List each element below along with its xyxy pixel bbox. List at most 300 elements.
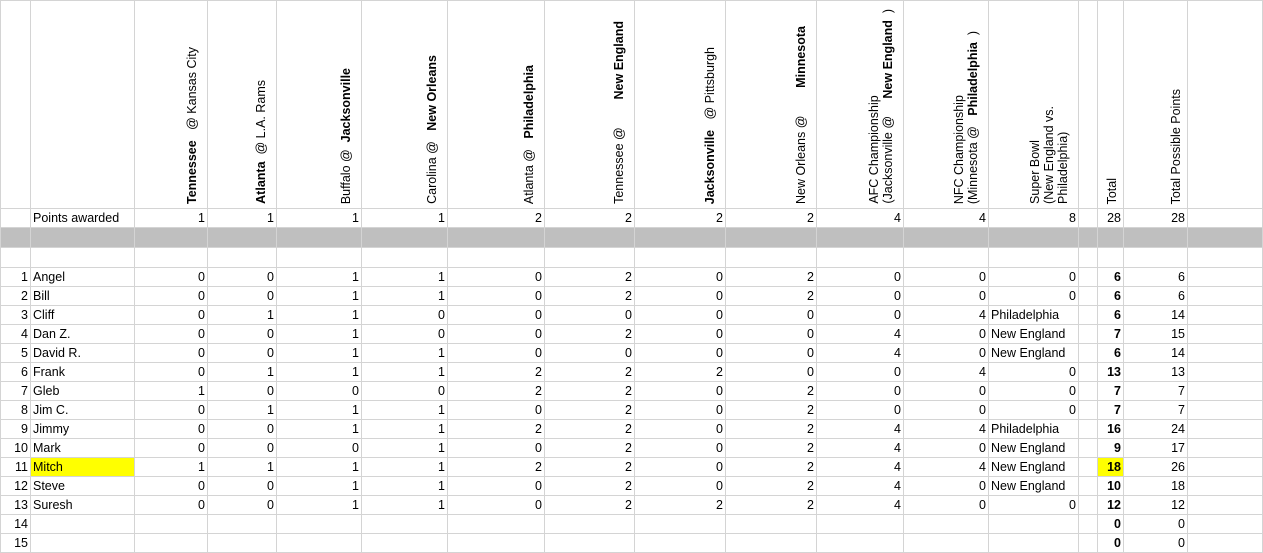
blank-cell[interactable] [362,248,448,268]
row-number[interactable]: 5 [1,344,31,363]
player-name[interactable]: Frank [31,363,135,382]
row-number[interactable]: 2 [1,287,31,306]
pick-value[interactable]: 2 [726,382,817,401]
pick-value[interactable]: 1 [362,287,448,306]
player-possible[interactable]: 0 [1124,534,1188,553]
player-total[interactable]: 0 [1098,515,1124,534]
player-total[interactable]: 0 [1098,534,1124,553]
points-value[interactable]: 8 [989,209,1079,228]
game-header-5[interactable] [448,1,545,209]
pick-value[interactable]: 0 [904,401,989,420]
pick-value[interactable]: 2 [545,477,635,496]
pick-value[interactable]: 1 [277,420,362,439]
empty-cell[interactable] [1188,287,1263,306]
pick-value[interactable]: 2 [726,477,817,496]
pick-value[interactable]: 0 [208,268,277,287]
pick-value[interactable]: 4 [904,420,989,439]
player-total[interactable]: 12 [1098,496,1124,515]
pick-value[interactable]: 1 [362,268,448,287]
pick-value[interactable]: 0 [135,439,208,458]
player-name[interactable]: Gleb [31,382,135,401]
pick-value[interactable]: 0 [135,496,208,515]
pick-value[interactable]: 1 [277,458,362,477]
pick-value[interactable]: 0 [904,325,989,344]
pick-value[interactable]: 2 [726,268,817,287]
pick-value[interactable]: 1 [277,287,362,306]
pick-value[interactable]: 0 [726,344,817,363]
blank-cell[interactable] [817,248,904,268]
pick-value[interactable]: 0 [726,306,817,325]
points-value[interactable]: 2 [726,209,817,228]
pick-value[interactable]: 2 [635,496,726,515]
pick-value[interactable]: 1 [362,458,448,477]
pick-value[interactable]: 0 [635,268,726,287]
spacer-cell[interactable] [1079,344,1098,363]
pick-value[interactable]: 2 [545,382,635,401]
player-possible[interactable]: 7 [1124,382,1188,401]
player-name[interactable]: Angel [31,268,135,287]
pick-value[interactable]: 0 [208,496,277,515]
pick-value[interactable]: 1 [362,496,448,515]
pick-value[interactable]: 2 [726,439,817,458]
points-value[interactable]: 4 [904,209,989,228]
game-header-label: Buffalo @ Jacksonville [339,67,353,204]
pick-value[interactable]: 0 [208,420,277,439]
pick-value[interactable] [726,515,817,534]
blank-cell[interactable] [31,248,135,268]
player-name[interactable]: Bill [31,287,135,306]
pick-value[interactable]: 2 [545,439,635,458]
player-possible[interactable]: 15 [1124,325,1188,344]
empty-cell[interactable] [1188,458,1263,477]
blank-cell[interactable] [904,248,989,268]
player-possible[interactable]: 6 [1124,268,1188,287]
pick-value[interactable]: New England [989,439,1079,458]
pick-value[interactable]: 0 [208,287,277,306]
pick-value[interactable]: 0 [362,325,448,344]
pick-value[interactable]: 1 [135,382,208,401]
pick-value[interactable]: 1 [277,401,362,420]
separator-cell [135,228,208,248]
pick-value[interactable]: 0 [989,287,1079,306]
player-possible[interactable]: 0 [1124,515,1188,534]
pick-value[interactable] [448,515,545,534]
row-number[interactable]: 3 [1,306,31,325]
pick-value[interactable]: 0 [135,344,208,363]
spacer-cell[interactable] [1079,209,1098,228]
pick-value[interactable]: 0 [135,401,208,420]
pick-value[interactable]: 0 [635,458,726,477]
points-value[interactable]: 2 [448,209,545,228]
pick-value[interactable]: 2 [635,363,726,382]
game-header-3[interactable] [277,1,362,209]
player-name[interactable] [31,515,135,534]
pick-value[interactable]: 2 [545,458,635,477]
pick-value[interactable]: 0 [817,268,904,287]
pick-value[interactable]: 1 [277,344,362,363]
pick-value[interactable]: 2 [726,420,817,439]
pick-value[interactable]: 0 [635,344,726,363]
blank-cell[interactable] [135,248,208,268]
pick-value[interactable] [362,515,448,534]
empty-cell[interactable] [1188,363,1263,382]
pick-value[interactable]: 0 [989,401,1079,420]
pick-value[interactable]: 0 [448,268,545,287]
player-possible[interactable]: 13 [1124,363,1188,382]
player-name[interactable]: Jim C. [31,401,135,420]
separator-cell [277,228,362,248]
row-number[interactable]: 13 [1,496,31,515]
blank-cell[interactable] [635,248,726,268]
row-number[interactable] [1,209,31,228]
pick-value[interactable]: 0 [904,439,989,458]
spacer-cell[interactable] [1079,325,1098,344]
pick-value[interactable]: 1 [362,477,448,496]
pick-value[interactable]: 0 [635,439,726,458]
player-possible[interactable]: 17 [1124,439,1188,458]
pick-value[interactable]: 0 [635,382,726,401]
pick-value[interactable]: 0 [989,496,1079,515]
pick-value[interactable]: 1 [277,306,362,325]
pick-value[interactable]: 2 [726,458,817,477]
pick-value[interactable]: 0 [277,439,362,458]
player-possible[interactable]: 6 [1124,287,1188,306]
points-value[interactable]: 1 [362,209,448,228]
pick-value[interactable]: 4 [904,363,989,382]
pick-value[interactable]: 0 [135,363,208,382]
player-name[interactable]: David R. [31,344,135,363]
points-total[interactable]: 28 [1098,209,1124,228]
pick-value[interactable]: 0 [726,325,817,344]
total-header-label: Total [1105,177,1119,204]
pick-value[interactable]: 0 [135,287,208,306]
pick-value[interactable]: 4 [817,344,904,363]
game-header-6[interactable] [545,1,635,209]
pick-value[interactable]: 0 [135,306,208,325]
pick-value[interactable]: New England [989,477,1079,496]
game-header-7[interactable] [635,1,726,209]
pick-value[interactable]: 1 [277,268,362,287]
player-possible[interactable]: 14 [1124,306,1188,325]
pick-value[interactable]: 0 [545,344,635,363]
spacer-cell[interactable] [1079,515,1098,534]
possible-header[interactable] [1124,1,1188,209]
pick-value[interactable]: 4 [817,420,904,439]
pick-value[interactable] [817,515,904,534]
player-possible[interactable]: 24 [1124,420,1188,439]
pick-value[interactable]: Philadelphia [989,306,1079,325]
pick-value[interactable] [635,515,726,534]
pick-value[interactable]: 4 [904,458,989,477]
pick-value[interactable]: 0 [904,477,989,496]
game-header-11[interactable] [989,1,1079,209]
pick-value[interactable]: 2 [726,496,817,515]
pick-value[interactable]: 0 [635,325,726,344]
row-number[interactable]: 12 [1,477,31,496]
blank-cell[interactable] [726,248,817,268]
pick-value[interactable]: 1 [277,496,362,515]
blank-cell[interactable] [1098,248,1124,268]
pick-value[interactable]: 0 [817,287,904,306]
row-number[interactable]: 11 [1,458,31,477]
pick-value[interactable]: 1 [362,363,448,382]
separator-cell [817,228,904,248]
player-possible[interactable]: 7 [1124,401,1188,420]
pick-value[interactable]: 4 [904,306,989,325]
pick-value[interactable]: 0 [989,268,1079,287]
pick-value[interactable]: 2 [726,287,817,306]
pick-value[interactable]: 0 [904,344,989,363]
pick-value[interactable] [208,515,277,534]
game-header-1[interactable] [135,1,208,209]
points-possible[interactable]: 28 [1124,209,1188,228]
points-label[interactable]: Points awarded [31,209,135,228]
pick-value[interactable]: 0 [635,287,726,306]
pick-value[interactable]: 4 [817,458,904,477]
pick-value[interactable]: 0 [448,401,545,420]
player-name[interactable]: Suresh [31,496,135,515]
empty-cell[interactable] [1188,209,1263,228]
row-number[interactable]: 6 [1,363,31,382]
pick-value[interactable]: 0 [208,477,277,496]
pick-value[interactable]: 0 [817,382,904,401]
table-row [1,420,1263,439]
points-value[interactable]: 1 [208,209,277,228]
game-header-9[interactable] [817,1,904,209]
player-name[interactable]: Dan Z. [31,325,135,344]
total-header[interactable] [1098,1,1124,209]
player-total[interactable]: 7 [1098,401,1124,420]
pick-value[interactable]: 0 [635,401,726,420]
row-number[interactable]: 1 [1,268,31,287]
pick-value[interactable] [989,515,1079,534]
pick-value[interactable]: 1 [277,325,362,344]
points-value[interactable]: 4 [817,209,904,228]
empty-cell[interactable] [1188,515,1263,534]
player-possible[interactable]: 18 [1124,477,1188,496]
pick-value[interactable]: 0 [545,306,635,325]
pick-value[interactable]: 1 [362,401,448,420]
pick-value[interactable] [277,515,362,534]
empty-cell[interactable] [1188,496,1263,515]
pick-value[interactable]: 0 [726,363,817,382]
separator-cell [1,228,31,248]
player-name[interactable]: Steve [31,477,135,496]
spacer-cell[interactable] [1079,306,1098,325]
row-number[interactable]: 15 [1,534,31,553]
game-header-8[interactable] [726,1,817,209]
pick-value[interactable]: 0 [904,268,989,287]
pick-value[interactable]: 0 [817,401,904,420]
pick-value[interactable]: 0 [635,420,726,439]
pick-value[interactable]: 1 [208,458,277,477]
player-total[interactable]: 7 [1098,325,1124,344]
spacer-cell[interactable] [1079,496,1098,515]
pick-value[interactable]: 1 [208,363,277,382]
pick-value[interactable]: New England [989,325,1079,344]
player-possible[interactable]: 12 [1124,496,1188,515]
pick-value[interactable]: 0 [362,306,448,325]
blank-cell[interactable] [208,248,277,268]
pick-value[interactable]: 0 [817,306,904,325]
points-value[interactable]: 1 [277,209,362,228]
blank-cell[interactable] [989,248,1079,268]
row-number[interactable]: 14 [1,515,31,534]
pick-value[interactable]: 4 [817,325,904,344]
pick-value[interactable]: 2 [545,401,635,420]
pick-value[interactable]: 4 [817,496,904,515]
blank-cell[interactable] [1,248,31,268]
pick-value[interactable]: 2 [545,325,635,344]
pick-value[interactable]: 0 [135,268,208,287]
points-value[interactable]: 1 [135,209,208,228]
spacer-cell[interactable] [1079,477,1098,496]
pick-value[interactable]: 1 [208,401,277,420]
player-name[interactable]: Mark [31,439,135,458]
blank-cell[interactable] [1079,248,1098,268]
pick-value[interactable]: 0 [448,496,545,515]
spacer-cell[interactable] [1079,382,1098,401]
player-total[interactable]: 18 [1098,458,1124,477]
row-number[interactable]: 7 [1,382,31,401]
empty-cell[interactable] [1188,477,1263,496]
pick-value[interactable]: 0 [208,439,277,458]
row-number[interactable]: 4 [1,325,31,344]
pick-value[interactable]: 1 [362,420,448,439]
spacer-cell[interactable] [1079,268,1098,287]
pick-value[interactable]: New England [989,344,1079,363]
empty-cell[interactable] [1188,439,1263,458]
empty-cell[interactable] [1188,306,1263,325]
game-header-label: Tennessee @ Kansas City [185,47,199,204]
pick-value[interactable]: 0 [208,382,277,401]
pick-value[interactable]: 0 [448,306,545,325]
blank-cell[interactable] [448,248,545,268]
player-possible[interactable]: 14 [1124,344,1188,363]
blank-cell[interactable] [1124,248,1188,268]
game-header-label: New Orleans @ Minnesota [794,25,808,204]
player-total[interactable]: 7 [1098,382,1124,401]
points-value[interactable]: 2 [635,209,726,228]
pick-value[interactable]: 2 [448,363,545,382]
player-total[interactable]: 6 [1098,306,1124,325]
pick-value[interactable]: 0 [817,363,904,382]
separator-cell [1098,228,1124,248]
pick-value[interactable]: 2 [545,420,635,439]
pick-value[interactable]: 0 [635,306,726,325]
pick-value[interactable] [135,515,208,534]
game-header-2[interactable] [208,1,277,209]
pick-value[interactable]: 0 [208,325,277,344]
row-number[interactable]: 9 [1,420,31,439]
pick-value[interactable]: 2 [448,382,545,401]
pick-value[interactable]: 1 [362,439,448,458]
pick-value[interactable]: 1 [135,458,208,477]
spacer-cell[interactable] [1079,363,1098,382]
pick-value[interactable]: 0 [277,382,362,401]
empty-cell[interactable] [1188,382,1263,401]
empty-cell[interactable] [1188,268,1263,287]
pick-value[interactable]: 1 [362,344,448,363]
player-name[interactable]: Jimmy [31,420,135,439]
pick-value[interactable]: 2 [448,458,545,477]
blank-cell[interactable] [277,248,362,268]
pick-value[interactable]: 0 [448,477,545,496]
pick-value[interactable]: 0 [635,477,726,496]
player-total[interactable]: 16 [1098,420,1124,439]
blank-cell[interactable] [545,248,635,268]
game-header-10[interactable] [904,1,989,209]
spacer-cell[interactable] [1079,401,1098,420]
empty-cell[interactable] [1188,420,1263,439]
empty-cell[interactable] [1188,401,1263,420]
pick-value[interactable]: 0 [904,496,989,515]
pick-value[interactable]: Philadelphia [989,420,1079,439]
row-number[interactable]: 8 [1,401,31,420]
pick-value[interactable]: 0 [362,382,448,401]
blank-cell[interactable] [1188,248,1263,268]
pick-value[interactable]: 1 [277,477,362,496]
empty-cell[interactable] [1188,344,1263,363]
pick-value[interactable]: 0 [448,439,545,458]
pick-value[interactable]: 2 [545,363,635,382]
pick-value[interactable]: 1 [208,306,277,325]
pick-value[interactable]: 0 [448,325,545,344]
pick-value[interactable]: 0 [904,382,989,401]
pick-value[interactable]: 1 [277,363,362,382]
pick-value[interactable]: 2 [448,420,545,439]
pick-value[interactable]: 4 [817,477,904,496]
pick-value[interactable]: 2 [545,287,635,306]
pick-value[interactable]: 0 [135,325,208,344]
spacer-cell[interactable] [1079,287,1098,306]
empty-cell[interactable] [1188,325,1263,344]
pick-value[interactable]: 0 [448,287,545,306]
pick-value[interactable]: 0 [989,363,1079,382]
game-header-4[interactable] [362,1,448,209]
pick-value[interactable] [904,515,989,534]
pick-value[interactable]: 0 [448,344,545,363]
pick-value[interactable]: 0 [208,344,277,363]
spacer-cell[interactable] [1079,458,1098,477]
player-total[interactable]: 13 [1098,363,1124,382]
pick-value[interactable]: 0 [135,420,208,439]
player-total[interactable]: 9 [1098,439,1124,458]
pick-value[interactable]: 2 [545,268,635,287]
pick-value[interactable]: New England [989,458,1079,477]
pick-value[interactable]: 0 [904,287,989,306]
spacer-cell[interactable] [1079,420,1098,439]
row-number[interactable]: 10 [1,439,31,458]
pick-value[interactable]: 4 [817,439,904,458]
separator-cell [31,228,135,248]
player-total[interactable]: 6 [1098,268,1124,287]
player-possible[interactable]: 26 [1124,458,1188,477]
points-value[interactable]: 2 [545,209,635,228]
pick-value[interactable] [545,515,635,534]
player-total[interactable]: 10 [1098,477,1124,496]
spacer-cell[interactable] [1079,439,1098,458]
pick-value[interactable]: 0 [135,477,208,496]
pick-value[interactable]: 2 [726,401,817,420]
separator-cell [1079,228,1098,248]
pick-value[interactable]: 0 [989,382,1079,401]
pick-value[interactable]: 2 [545,496,635,515]
player-name[interactable]: Mitch [31,458,135,477]
player-total[interactable]: 6 [1098,287,1124,306]
player-total[interactable]: 6 [1098,344,1124,363]
player-name[interactable]: Cliff [31,306,135,325]
